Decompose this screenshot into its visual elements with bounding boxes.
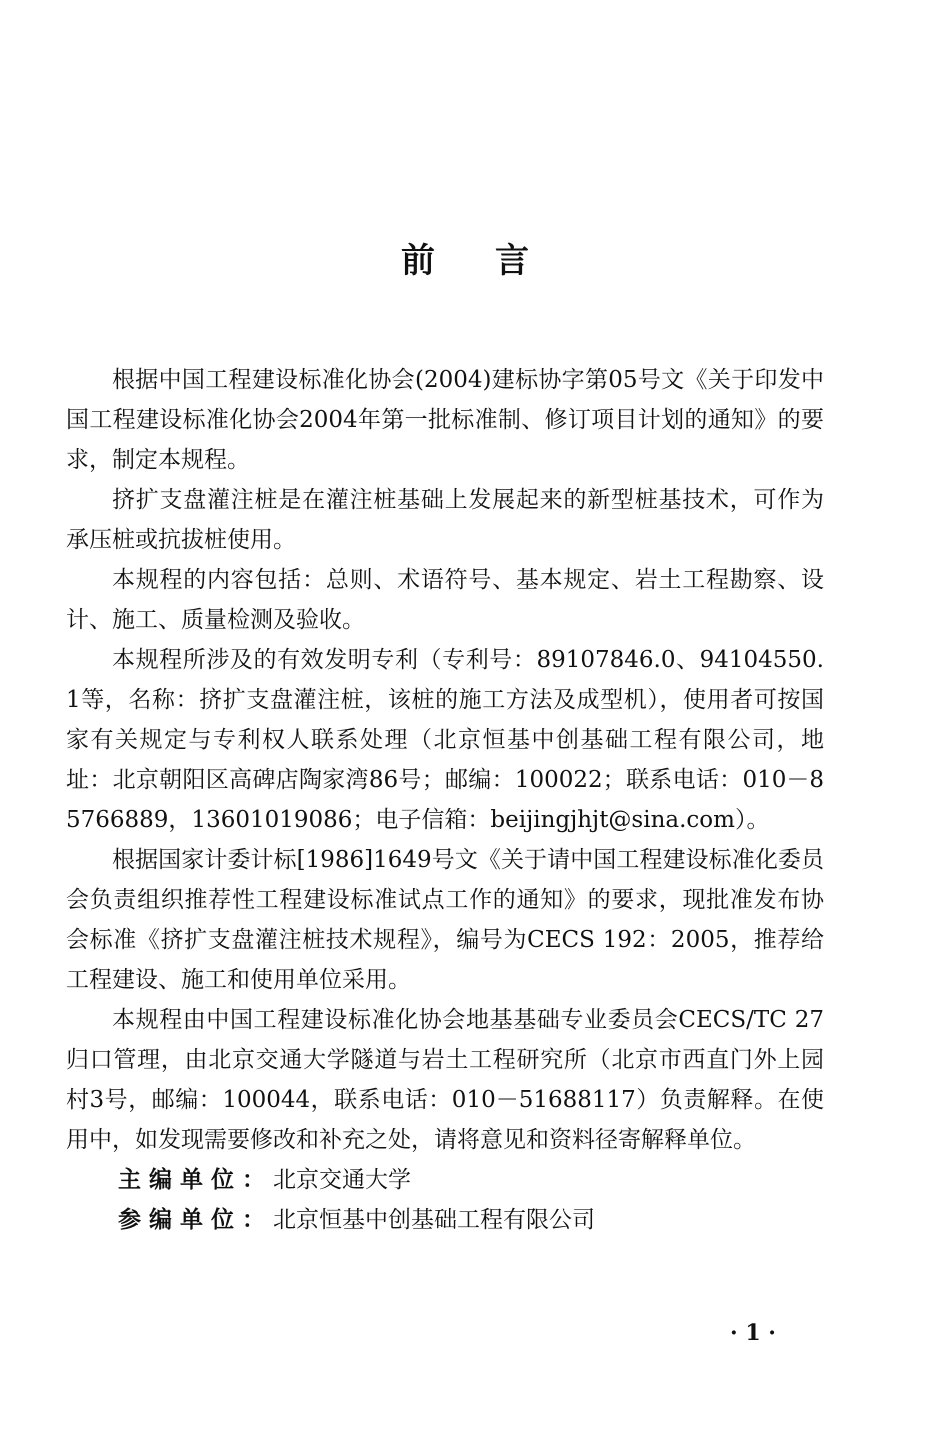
participating-editor-value: 北京恒基中创基础工程有限公司 — [273, 1207, 595, 1233]
chief-editor-label: 主编单位： — [118, 1167, 273, 1193]
paragraph-4: 本规程所涉及的有效发明专利（专利号：89107846.0、94104550.1等，名称：挤扩支盘灌注桩，该桩的施工方法及成型机），使用者可按国家有关规定与专利权人联系处理（北京恒基中创基础工程有限公司，地址：北京朝阳区高碑店陶家湾86号；邮编：100022；联系电话：010－85766889，13601019086；电子信箱：beijingjhjt@sina.com）。 — [66, 647, 824, 833]
paragraph-5: 根据国家计委计标[1986]1649号文《关于请中国工程建设标准化委员会负责组织推荐性工程建设标准试点工作的通知》的要求，现批准发布协会标准《挤扩支盘灌注桩技术规程》，编号为CECS 192：2005，推荐给工程建设、施工和使用单位采用。 — [66, 847, 824, 993]
paragraph-2: 挤扩支盘灌注桩是在灌注桩基础上发展起来的新型桩基技术，可作为承压桩或抗拔桩使用。 — [66, 487, 824, 553]
paragraph-6: 本规程由中国工程建设标准化协会地基基础专业委员会CECS/TC 27归口管理，由北京交通大学隧道与岩土工程研究所（北京市西直门外上园村3号，邮编：100044，联系电话：010－51688117）负责解释。在使用中，如发现需要修改和补充之处，请将意见和资料径寄解释单位。 — [66, 1007, 824, 1153]
paragraph-1: 根据中国工程建设标准化协会(2004)建标协字第05号文《关于印发中国工程建设标准化协会2004年第一批标准制、修订项目计划的通知》的要求，制定本规程。 — [66, 367, 824, 473]
page-title: 前言 — [401, 241, 589, 281]
chief-editor-value: 北京交通大学 — [273, 1167, 411, 1193]
participating-editor-label: 参编单位： — [118, 1207, 273, 1233]
chief-editor-unit — [66, 1160, 824, 1200]
paragraph-3: 本规程的内容包括：总则、术语符号、基本规定、岩土工程勘察、设计、施工、质量检测及验收。 — [66, 567, 824, 633]
page-number: · 1 · — [730, 1320, 776, 1346]
preface-body — [66, 360, 824, 1240]
participating-editor-unit — [66, 1200, 824, 1240]
